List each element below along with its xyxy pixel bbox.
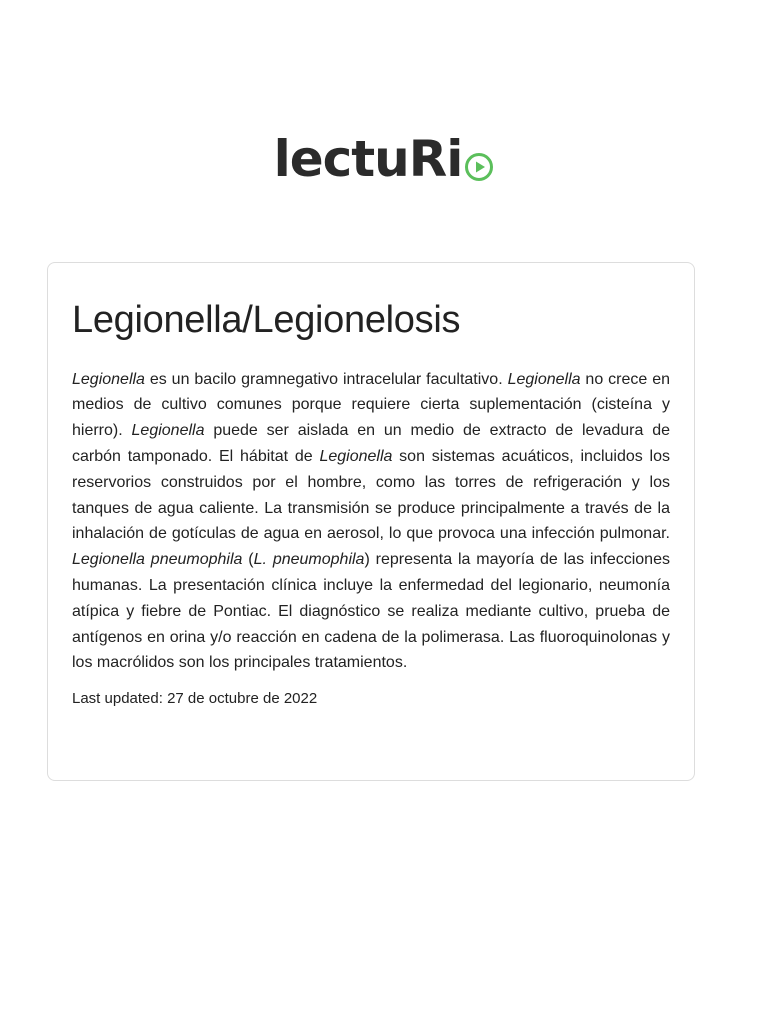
- term-legionella: Legionella: [72, 370, 145, 388]
- summary-text: son sistemas acuáticos, incluidos los reservorios construidos por el hombre, como las torres de refrigeración y los tanques de agua caliente. La transmisión se produce principalmente a través de la inhalación de gotículas de agua en aerosol, lo que provoca una infección pulmonar.: [72, 448, 671, 543]
- term-legionella: Legionella: [131, 422, 205, 440]
- term-legionella: Legionella: [507, 370, 581, 388]
- term-legionella-pneumophila: Legionella pneumophila: [72, 551, 243, 569]
- summary-text: (: [242, 551, 254, 569]
- summary-text: no crece en medios de cultivo comunes porque requiere cierta suplementación (cisteína y hierro).: [72, 370, 670, 440]
- summary-text: es un bacilo gramnegativo intracelular facultativo.: [144, 370, 508, 388]
- summary-text: puede ser aislada en un medio de extracto de levadura de carbón tamponado. El hábitat de: [72, 422, 671, 466]
- article-summary: [72, 367, 670, 677]
- header: [0, 126, 768, 188]
- article-title: Legionella/Legionelosis: [72, 299, 461, 341]
- play-circle-icon: [464, 152, 494, 182]
- logo-wordmark: lectuRi: [273, 130, 463, 188]
- last-updated: Last updated: 27 de octubre de 2022: [72, 690, 318, 708]
- article-card: [47, 262, 695, 781]
- lecturio-logo[interactable]: [273, 126, 495, 188]
- summary-text: ) representa la mayoría de las infecciones humanas. La presentación clínica incluye la enfermedad del legionario, neumonía atípica y fiebre de Pontiac. El diagnóstico se realiza mediante cultivo, prueba de antígenos en orina y/o reacción en cadena de la polimerasa. Las fluoroquinolonas y los macrólidos son los principales tratamientos.: [72, 551, 670, 672]
- term-l-pneumophila: L. pneumophila: [253, 551, 365, 569]
- term-legionella: Legionella: [319, 448, 393, 466]
